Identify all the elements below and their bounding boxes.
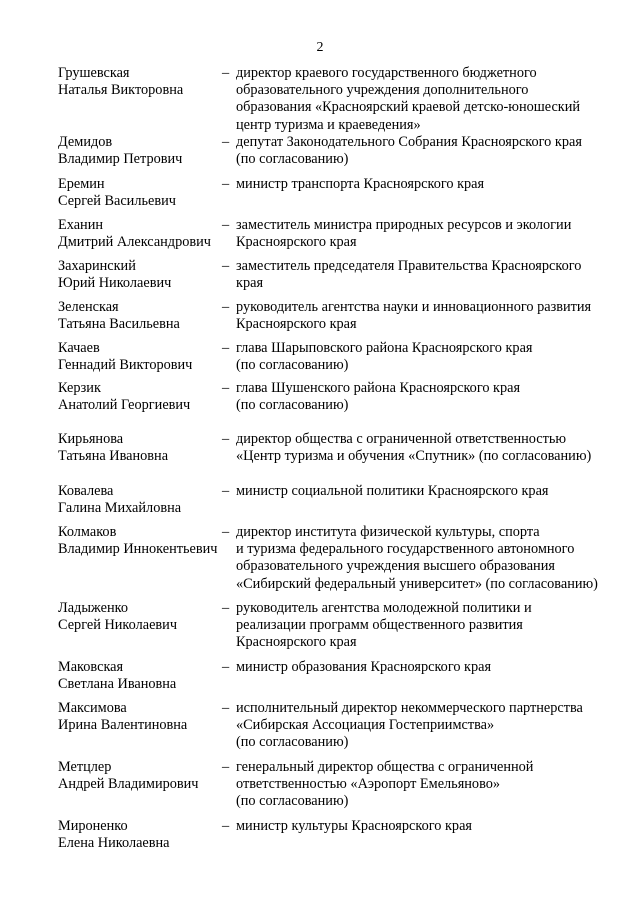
- member-given-name: Владимир Петрович: [58, 151, 183, 168]
- role-line: «Центр туризма и обучения «Спутник» (по согласованию): [236, 448, 592, 465]
- dash-separator: –: [222, 65, 230, 81]
- role-line: центр туризма и краеведения»: [236, 116, 421, 133]
- dash-separator: –: [222, 659, 230, 675]
- member-role: [236, 380, 612, 414]
- member-role: [236, 818, 612, 835]
- role-line: глава Шушенского района Красноярского края: [236, 380, 521, 396]
- member-surname: Маковская: [58, 659, 124, 675]
- role-line: заместитель председателя Правительства Красноярского: [236, 258, 582, 274]
- role-line: (по согласованию): [236, 357, 349, 374]
- member-surname: Мироненко: [58, 818, 128, 834]
- role-line: глава Шарыповского района Красноярского края: [236, 340, 533, 356]
- member-role: [236, 759, 612, 811]
- role-line: министр социальной политики Красноярского края: [236, 483, 549, 499]
- role-line: директор краевого государственного бюджетного: [236, 65, 537, 81]
- role-line: края: [236, 275, 264, 292]
- dash-separator: –: [222, 176, 230, 192]
- dash-separator: –: [222, 759, 230, 775]
- member-given-name: Галина Михайловна: [58, 500, 182, 517]
- member-surname: Кирьянова: [58, 431, 124, 447]
- role-line: (по согласованию): [236, 151, 349, 168]
- member-name: [58, 483, 223, 517]
- role-line: (по согласованию): [236, 793, 349, 810]
- member-name: [58, 217, 223, 251]
- member-role: [236, 176, 612, 193]
- member-given-name: Сергей Николаевич: [58, 617, 178, 634]
- role-line: министр культуры Красноярского края: [236, 818, 472, 834]
- dash-separator: –: [222, 340, 230, 356]
- role-line: образовательного учреждения высшего образования: [236, 558, 555, 575]
- dash-separator: –: [222, 380, 230, 396]
- member-given-name: Елена Николаевна: [58, 835, 170, 852]
- dash-separator: –: [222, 600, 230, 616]
- role-line: и туризма федерального государственного автономного: [236, 541, 575, 558]
- member-role: [236, 659, 612, 676]
- role-line: руководитель агентства молодежной политики и: [236, 600, 532, 616]
- member-surname: Ковалева: [58, 483, 114, 499]
- role-line: образовательного учреждения дополнительного: [236, 82, 529, 99]
- member-given-name: Юрий Николаевич: [58, 275, 172, 292]
- member-given-name: Ирина Валентиновна: [58, 717, 188, 734]
- role-line: «Сибирская Ассоциация Гостеприимства»: [236, 717, 495, 734]
- dash-separator: –: [222, 217, 230, 233]
- member-name: [58, 431, 223, 465]
- role-line: (по согласованию): [236, 734, 349, 751]
- role-line: заместитель министра природных ресурсов и экологии: [236, 217, 572, 233]
- member-role: [236, 65, 612, 134]
- dash-separator: –: [222, 700, 230, 716]
- role-line: «Сибирский федеральный университет» (по согласованию): [236, 575, 598, 592]
- role-line: директор общества с ограниченной ответственностью: [236, 431, 567, 447]
- member-name: [58, 818, 223, 852]
- member-role: [236, 524, 612, 593]
- role-line: руководитель агентства науки и инновационного развития: [236, 299, 592, 315]
- member-name: [58, 600, 223, 634]
- member-name: [58, 258, 223, 292]
- member-surname: Ладыженко: [58, 600, 128, 616]
- member-role: [236, 299, 612, 333]
- member-name: [58, 700, 223, 734]
- role-line: генеральный директор общества с ограниченной: [236, 759, 534, 775]
- member-name: [58, 659, 223, 693]
- member-surname: Еремин: [58, 176, 105, 192]
- member-role: [236, 340, 612, 374]
- role-line: Красноярского края: [236, 634, 357, 651]
- member-name: [58, 759, 223, 793]
- member-given-name: Геннадий Викторович: [58, 357, 193, 374]
- dash-separator: –: [222, 431, 230, 447]
- member-role: [236, 134, 612, 168]
- role-line: ответственностью «Аэропорт Емельяново»: [236, 776, 501, 793]
- member-surname: Качаев: [58, 340, 100, 356]
- role-line: (по согласованию): [236, 397, 349, 414]
- role-line: реализации программ общественного развития: [236, 617, 523, 634]
- dash-separator: –: [222, 258, 230, 274]
- member-role: [236, 483, 612, 500]
- dash-separator: –: [222, 299, 230, 315]
- member-role: [236, 600, 612, 652]
- page-number: 2: [316, 40, 324, 55]
- member-surname: Колмаков: [58, 524, 117, 540]
- member-surname: Грушевская: [58, 65, 130, 81]
- member-given-name: Анатолий Георгиевич: [58, 397, 191, 414]
- member-surname: Максимова: [58, 700, 127, 716]
- member-surname: Еханин: [58, 217, 103, 233]
- member-name: [58, 176, 223, 210]
- role-line: министр образования Красноярского края: [236, 659, 492, 675]
- member-given-name: Татьяна Ивановна: [58, 448, 169, 465]
- dash-separator: –: [222, 818, 230, 834]
- member-name: [58, 524, 223, 558]
- role-line: исполнительный директор некоммерческого партнерства: [236, 700, 583, 716]
- role-line: директор института физической культуры, спорта: [236, 524, 540, 540]
- member-given-name: Сергей Васильевич: [58, 193, 176, 210]
- member-name: [58, 65, 223, 99]
- dash-separator: –: [222, 134, 230, 150]
- role-line: образования «Красноярский краевой детско-юношеский: [236, 99, 581, 116]
- dash-separator: –: [222, 524, 230, 540]
- role-line: Красноярского края: [236, 234, 357, 251]
- member-role: [236, 258, 612, 292]
- member-role: [236, 700, 612, 752]
- member-given-name: Владимир Иннокентьевич: [58, 541, 218, 558]
- member-given-name: Светлана Ивановна: [58, 676, 177, 693]
- role-line: депутат Законодательного Собрания Красноярского края: [236, 134, 582, 150]
- member-name: [58, 299, 223, 333]
- member-name: [58, 134, 223, 168]
- member-surname: Зеленская: [58, 299, 119, 315]
- member-given-name: Татьяна Васильевна: [58, 316, 180, 333]
- role-line: министр транспорта Красноярского края: [236, 176, 485, 192]
- role-line: Красноярского края: [236, 316, 357, 333]
- member-role: [236, 217, 612, 251]
- member-surname: Демидов: [58, 134, 113, 150]
- member-surname: Метцлер: [58, 759, 112, 775]
- member-given-name: Дмитрий Александрович: [58, 234, 211, 251]
- member-given-name: Андрей Владимирович: [58, 776, 199, 793]
- member-given-name: Наталья Викторовна: [58, 82, 184, 99]
- member-name: [58, 340, 223, 374]
- member-surname: Керзик: [58, 380, 101, 396]
- dash-separator: –: [222, 483, 230, 499]
- member-surname: Захаринский: [58, 258, 136, 274]
- member-name: [58, 380, 223, 414]
- member-role: [236, 431, 612, 465]
